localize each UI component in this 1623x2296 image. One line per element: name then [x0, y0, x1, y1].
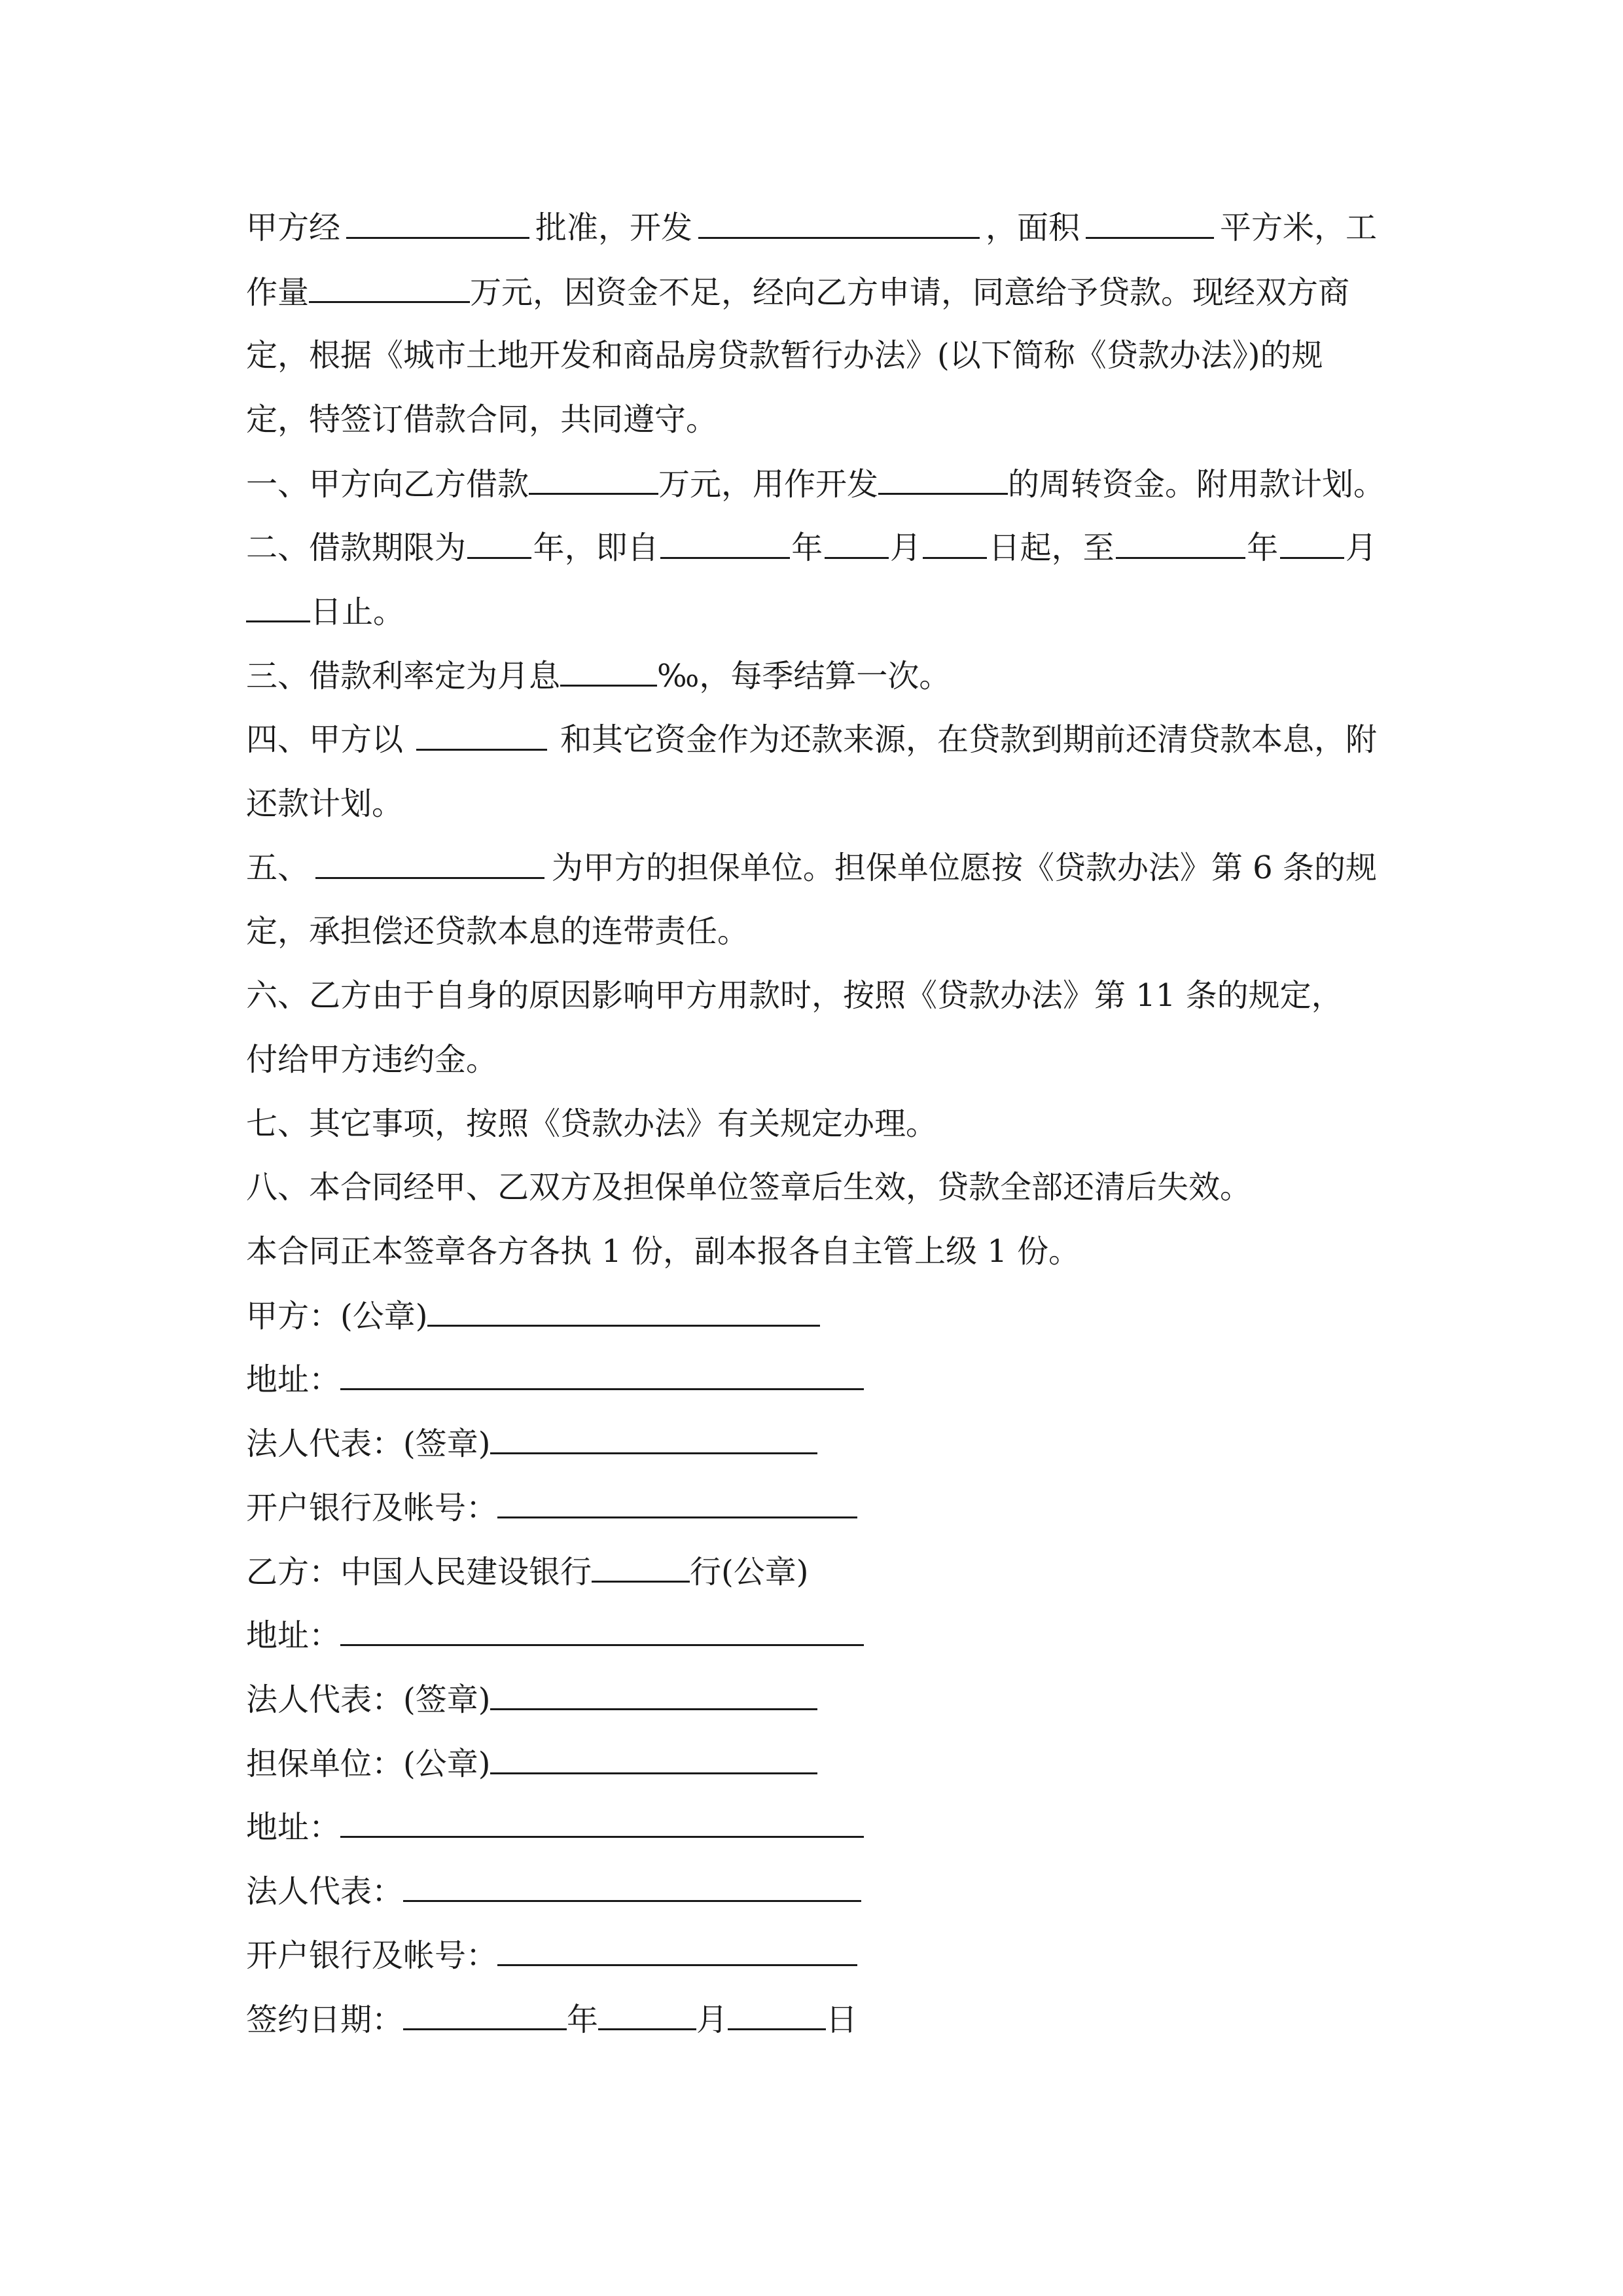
- intro-line-1: [246, 208, 1377, 247]
- intro-text: 平方米，工: [1219, 209, 1377, 246]
- clause-text: 年，即自: [533, 529, 659, 566]
- development-blank[interactable]: [878, 464, 1008, 495]
- bank-label: 开户银行及帐号：: [246, 1937, 498, 1974]
- intro-text: 甲方经: [246, 209, 341, 246]
- clause-2-line-1: [246, 528, 1377, 567]
- workload-blank[interactable]: [309, 272, 470, 303]
- start-year-blank[interactable]: [660, 528, 790, 559]
- interest-rate-blank[interactable]: [560, 656, 657, 687]
- end-month-blank[interactable]: [1280, 528, 1344, 559]
- clause-text: 为甲方的担保单位。担保单位愿按《贷款办法》第 6 条的规: [551, 850, 1377, 886]
- clause-text: 七、其它事项，按照《贷款办法》有关规定办理。: [246, 1105, 938, 1142]
- intro-line-4: [246, 400, 717, 439]
- clause-1: [246, 464, 1385, 503]
- clause-text: 定，承担偿还贷款本息的连带责任。: [246, 913, 749, 950]
- clause-text: 月: [1345, 529, 1377, 566]
- legal-rep-label: 法人代表：(签章): [246, 1681, 491, 1718]
- bank-g-row: [246, 1935, 857, 1975]
- legal-rep-a-row: [246, 1424, 817, 1463]
- address-label: 地址：: [246, 1617, 341, 1654]
- address-b-blank[interactable]: [340, 1615, 864, 1646]
- legal-rep-a-blank[interactable]: [490, 1424, 817, 1454]
- clause-8: [246, 1168, 1251, 1207]
- date-text: 月: [696, 2001, 728, 2038]
- start-month-blank[interactable]: [825, 528, 889, 559]
- bank-a-blank[interactable]: [497, 1488, 857, 1518]
- branch-blank[interactable]: [592, 1552, 690, 1583]
- clause-text: 二、借款期限为: [246, 529, 467, 566]
- clause-text: 付给甲方违约金。: [246, 1041, 498, 1078]
- legal-rep-label: 法人代表：: [246, 1873, 404, 1910]
- bank-label: 开户银行及帐号：: [246, 1490, 498, 1526]
- date-month-blank[interactable]: [598, 2000, 696, 2030]
- signing-date-row: [246, 2000, 857, 2039]
- bank-g-blank[interactable]: [497, 1935, 857, 1966]
- clause-6-line-2: [246, 1040, 497, 1079]
- legal-rep-g-blank[interactable]: [403, 1871, 861, 1902]
- party-b-seal-label: 行(公章): [690, 1554, 809, 1590]
- end-year-blank[interactable]: [1116, 528, 1245, 559]
- copies-note: [246, 1232, 1080, 1271]
- start-day-blank[interactable]: [923, 528, 987, 559]
- clause-4-line-1: [246, 720, 1377, 759]
- address-a-blank[interactable]: [340, 1359, 864, 1390]
- clause-text: 还款计划。: [246, 785, 404, 822]
- address-a-row: [246, 1359, 864, 1399]
- intro-text: ，面积: [985, 209, 1080, 246]
- intro-text: 批准，开发: [535, 209, 692, 246]
- clause-text: 日起，至: [988, 529, 1115, 566]
- intro-text: 定，根据《城市土地开发和商品房贷款暂行办法》(以下简称《贷款办法》)的规: [246, 337, 1323, 374]
- date-day-blank[interactable]: [728, 2000, 826, 2030]
- date-label: 签约日期：: [246, 2001, 404, 2038]
- party-a-seal-blank[interactable]: [427, 1296, 820, 1327]
- legal-rep-b-row: [246, 1679, 817, 1719]
- intro-line-3: [246, 336, 1323, 375]
- bank-a-row: [246, 1488, 857, 1527]
- party-a-row: [246, 1296, 820, 1335]
- address-g-row: [246, 1807, 864, 1846]
- clause-4-line-2: [246, 784, 403, 823]
- legal-rep-label: 法人代表：(签章): [246, 1426, 491, 1462]
- legal-rep-g-row: [246, 1871, 861, 1910]
- clause-text: 三、借款利率定为月息: [246, 658, 561, 694]
- clause-text: 本合同正本签章各方各执 1 份，副本报各自主管上级 1 份。: [246, 1233, 1080, 1270]
- clause-text: 八、本合同经甲、乙双方及担保单位签章后生效，贷款全部还清后失效。: [246, 1169, 1252, 1206]
- end-day-blank[interactable]: [246, 592, 310, 622]
- clause-text: 年: [1247, 529, 1279, 566]
- guarantor-label: 担保单位：(公章): [246, 1746, 491, 1782]
- guarantor-seal-blank[interactable]: [490, 1744, 817, 1774]
- clause-text: 月: [889, 529, 921, 566]
- intro-text: 万元，因资金不足，经向乙方申请，同意给予贷款。现经双方商: [470, 274, 1350, 311]
- clause-text: 五、: [246, 850, 310, 886]
- party-a-label: 甲方：(公章): [246, 1298, 428, 1335]
- address-b-row: [246, 1615, 864, 1655]
- clause-text: 日止。: [310, 594, 405, 630]
- clause-6-line-1: [246, 976, 1343, 1015]
- intro-line-2: [246, 272, 1349, 312]
- term-years-blank[interactable]: [467, 528, 531, 559]
- repayment-source-blank[interactable]: [416, 720, 547, 751]
- intro-text: 作量: [246, 274, 310, 311]
- clause-text: ‰，每季结算一次。: [657, 658, 951, 694]
- guarantor-blank[interactable]: [315, 848, 544, 879]
- date-text: 日: [826, 2001, 858, 2038]
- clause-5-line-1: [246, 848, 1377, 888]
- guarantor-row: [246, 1744, 817, 1783]
- clause-text: 年: [791, 529, 823, 566]
- loan-amount-blank[interactable]: [529, 464, 658, 495]
- date-year-blank[interactable]: [403, 2000, 567, 2030]
- clause-text: 四、甲方以: [246, 721, 404, 758]
- clause-text: 万元，用作开发: [658, 466, 879, 503]
- clause-text: 六、乙方由于自身的原因影响甲方用款时，按照《贷款办法》第 11 条的规定，: [246, 977, 1343, 1014]
- party-b-row: [246, 1552, 808, 1591]
- party-b-label: 乙方：中国人民建设银行: [246, 1554, 592, 1590]
- clause-5-line-2: [246, 912, 749, 951]
- clause-text: 的周转资金。附用款计划。: [1008, 466, 1385, 503]
- clause-text: 和其它资金作为还款来源，在贷款到期前还清贷款本息，附: [560, 721, 1377, 758]
- address-g-blank[interactable]: [340, 1807, 864, 1838]
- clause-2-line-2: [246, 592, 404, 631]
- intro-text: 定，特签订借款合同，共同遵守。: [246, 401, 718, 438]
- clause-3: [246, 656, 950, 695]
- date-text: 年: [567, 2001, 599, 2038]
- address-label: 地址：: [246, 1809, 341, 1846]
- clause-text: 一、甲方向乙方借款: [246, 466, 529, 503]
- area-blank[interactable]: [1086, 208, 1214, 239]
- clause-7: [246, 1104, 937, 1143]
- approver-blank[interactable]: [346, 208, 529, 239]
- address-label: 地址：: [246, 1361, 341, 1398]
- project-blank[interactable]: [698, 208, 980, 239]
- legal-rep-b-blank[interactable]: [490, 1679, 817, 1710]
